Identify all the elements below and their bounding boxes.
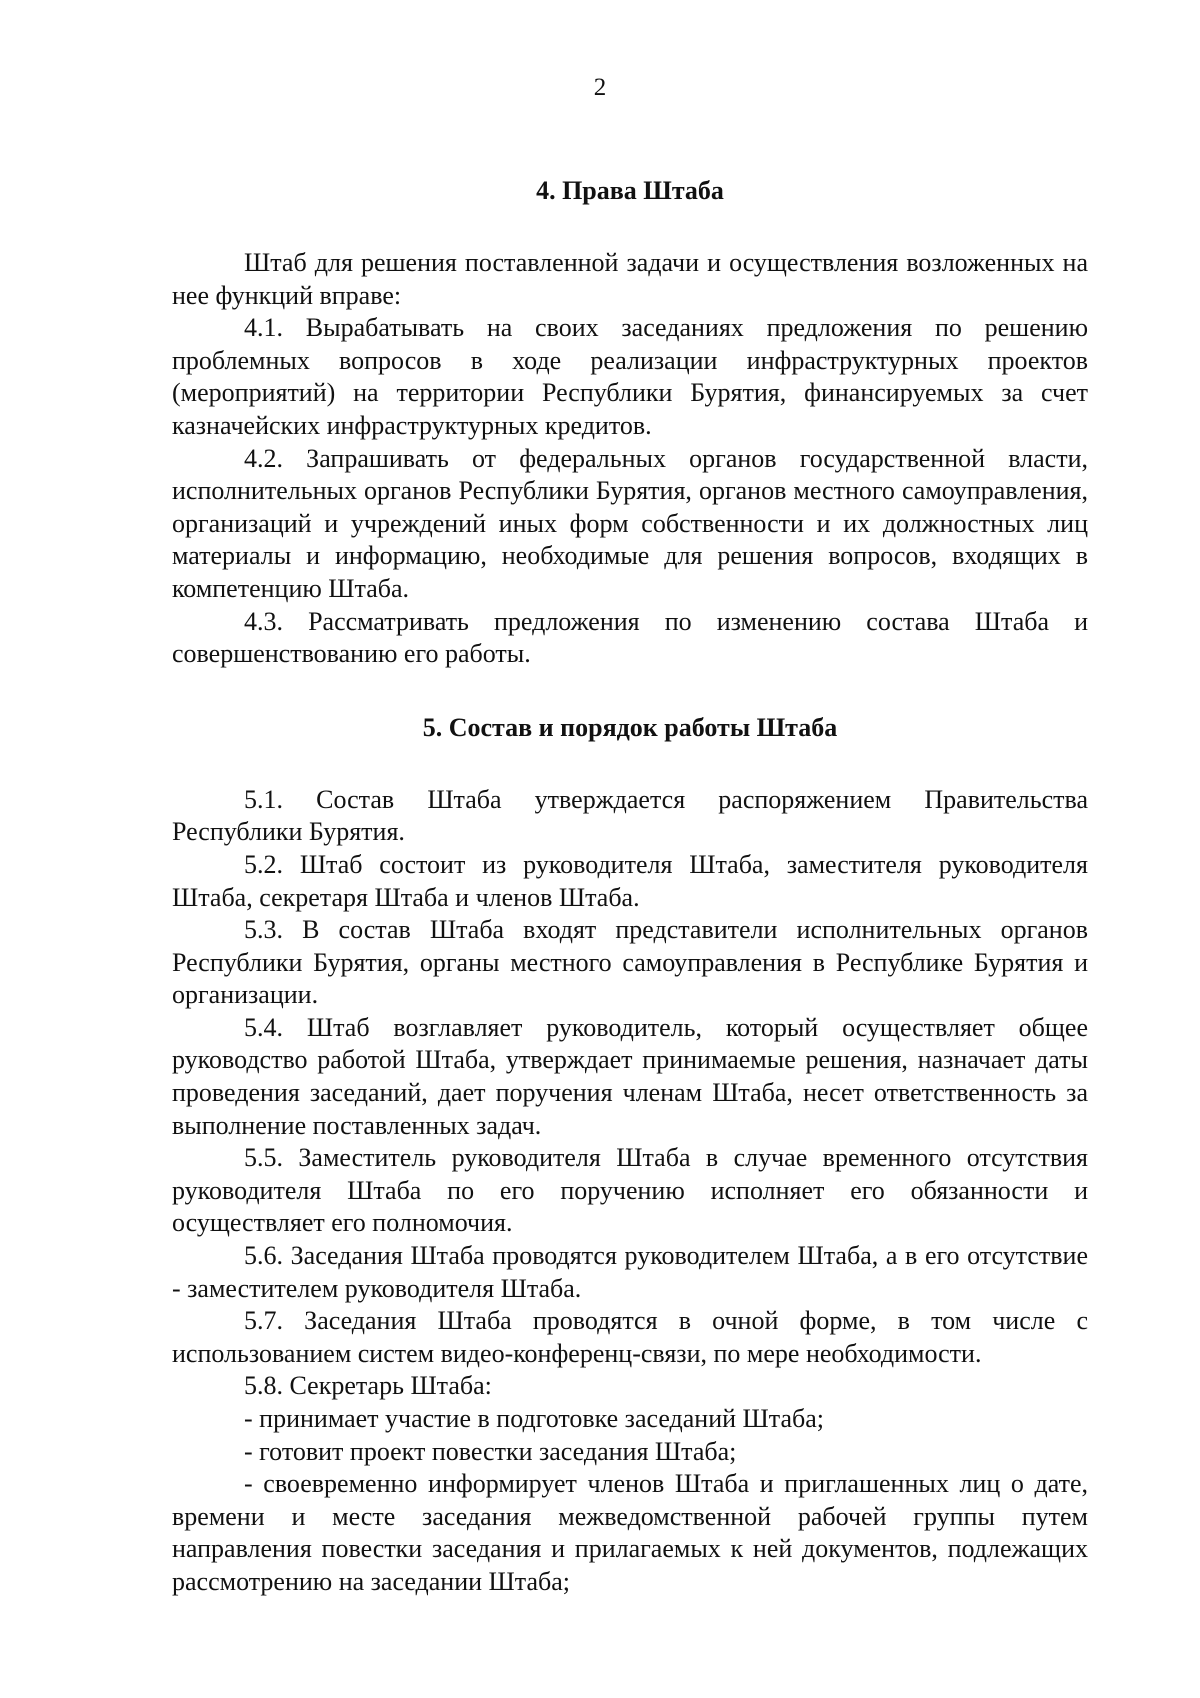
section-5-list-item: - своевременно информирует членов Штаба и приглашенных лиц о дате, времени и месте заседания межведомственной рабочей группы путем направления повестки заседания и прилагаемых к ней документов, подлежащих рассмотрению на заседании Штаба; [172,1469,1088,1596]
section-5-paragraph: 5.7. Заседания Штаба проводятся в очной форме, в том числе с использованием систем видео-конференц-связи, по мере необходимости. [172,1306,1088,1368]
document-body [172,175,1088,1599]
section-5-paragraph: 5.1. Состав Штаба утверждается распоряжением Правительства Республики Бурятия. [172,784,1088,847]
section-5-list-item: - готовит проект повестки заседания Штаба; [244,1436,737,1466]
section-5-paragraph: 5.4. Штаб возглавляет руководитель, который осуществляет общее руководство работой Штаба, утверждает принимаемые решения, назначает даты проведения заседаний, дает поручения членам Штаба, несет ответственность за выполнение поставленных задач. [172,1012,1088,1140]
section-4-paragraph: 4.2. Запрашивать от федеральных органов государственной власти, исполнительных органов Республики Бурятия, органов местного самоуправления, организаций и учреждений иных форм собственности и их должностных лиц материалы и информацию, необходимые для решения вопросов, входящих в компетенцию Штаба. [172,443,1088,603]
section-5-title: 5. Состав и порядок работы Штаба [422,712,838,742]
page-number: 2 [593,74,607,101]
section-4-title: 4. Права Штаба [536,176,724,205]
section-5-paragraph: 5.2. Штаб состоит из руководителя Штаба, заместителя руководителя Штаба, секретаря Штаба и членов Штаба. [172,849,1088,912]
section-5-list-item: - принимает участие в подготовке заседаний Штаба; [244,1404,824,1433]
section-5-paragraph: 5.6. Заседания Штаба проводятся руководителем Штаба, а в его отсутствие - заместителем руководителя Штаба. [172,1241,1088,1303]
section-5-paragraph: 5.5. Заместитель руководителя Штаба в случае временного отсутствия руководителя Штаба по его поручению исполняет его обязанности и осуществляет его полномочия. [172,1143,1088,1238]
section-5-paragraph: 5.8. Секретарь Штаба: [244,1371,492,1401]
section-4-paragraph: 4.1. Вырабатывать на своих заседаниях предложения по решению проблемных вопросов в ходе реализации инфраструктурных проектов (мероприятий) на территории Республики Бурятия, финансируемых за счет казначейских инфраструктурных кредитов. [172,313,1088,440]
section-4-paragraph: Штаб для решения поставленной задачи и осуществления возложенных на нее функций вправе: [172,248,1088,310]
section-4-paragraph: 4.3. Рассматривать предложения по изменению состава Штаба и совершенствованию его работы. [172,606,1088,669]
section-5-paragraph: 5.3. В состав Штаба входят представители исполнительных органов Республики Бурятия, органы местного самоуправления в Республике Бурятия и организации. [172,915,1088,1010]
